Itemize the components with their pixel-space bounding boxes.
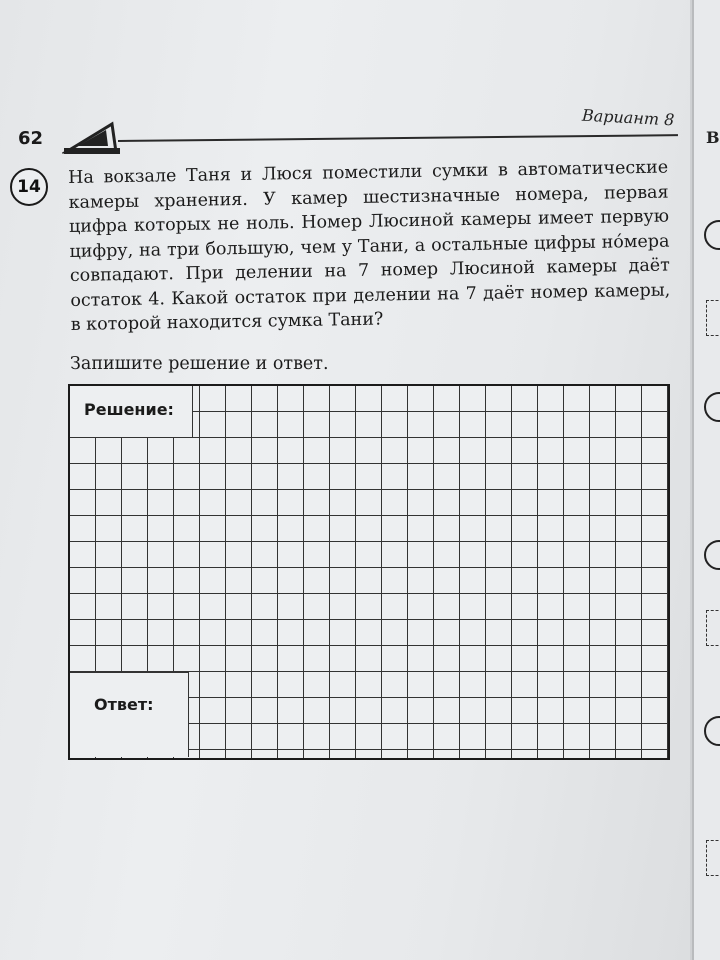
ruler-triangle-icon [62,118,122,158]
task-text: На вокзале Таня и Люся поместили сумки в автоматические камеры хранения. У камер шестизначные номера, первая цифра которых не ноль. Номер Люсиной камеры имеет первую цифру, на три большую, чем у Тани, а остальные цифры нóмера совпадают. При делении на 7 номер Люсиной камеры даёт остаток 4. Какой остаток при делении на 7 даёт номер камеры, в которой находится сумка Тани? [68,157,671,335]
next-page-circle [704,392,720,422]
solution-label: Решение: [84,400,174,419]
answer-grid[interactable] [68,384,670,760]
next-page-answer-box [706,840,720,876]
page-number: 62 [18,128,44,149]
next-page-circle [704,220,720,250]
next-page-circle [704,540,720,570]
next-page-edge [692,0,720,960]
next-page-circle [704,716,720,746]
task-number-badge: 14 [10,168,48,206]
variant-title: Вариант 8 [581,105,675,130]
header-rule [118,134,678,142]
solution-label-box [70,386,193,438]
next-page-answer-box [706,610,720,646]
instruction-text: Запишите решение и ответ. [70,354,329,374]
next-page-answer-box [706,300,720,336]
answer-label: Ответ: [94,695,154,714]
answer-label-box [70,672,189,757]
next-page-letter: В [706,128,720,147]
